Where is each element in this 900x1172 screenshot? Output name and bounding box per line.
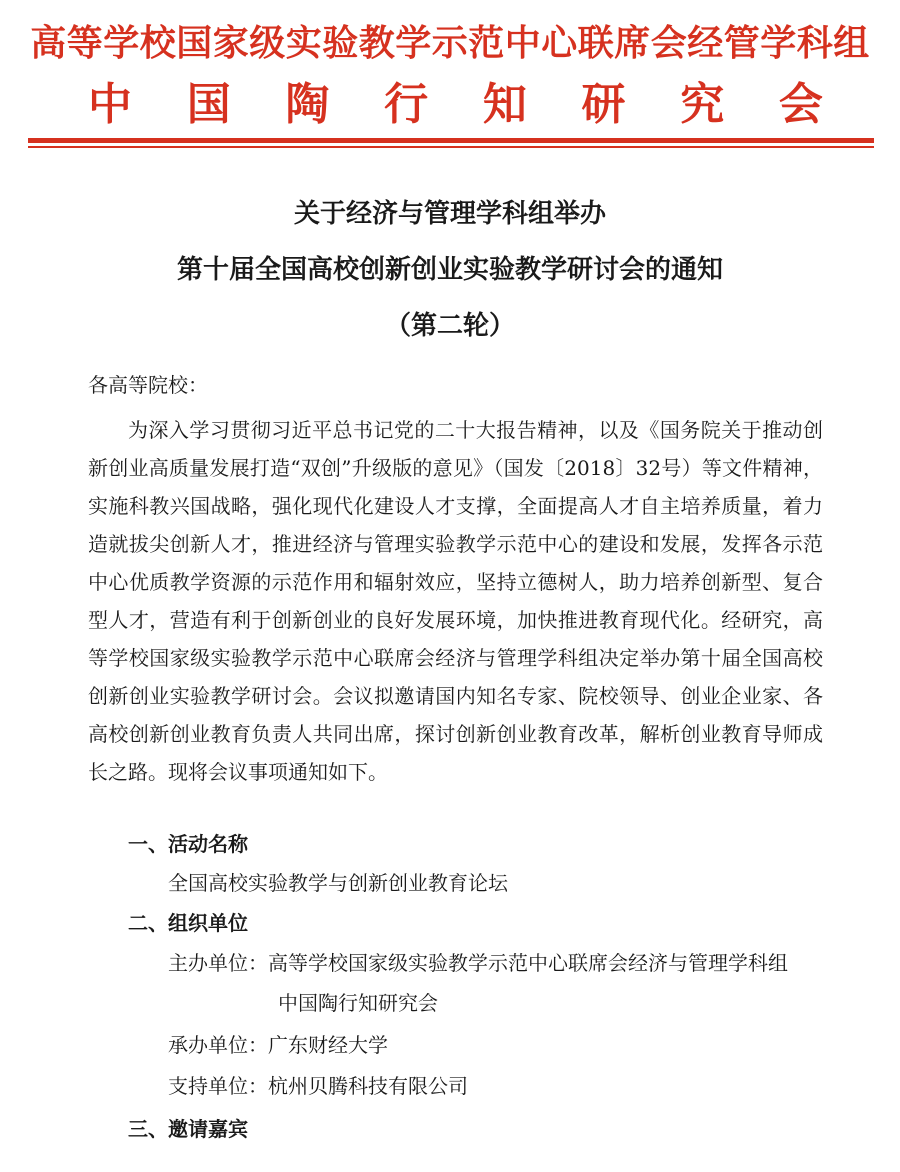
organizer: 广东财经大学	[268, 1033, 388, 1057]
notice-title-line1: 关于经济与管理学科组举办	[293, 199, 606, 229]
letterhead-char: 陶	[285, 79, 330, 130]
supporter-label: 支持单位：	[168, 1074, 268, 1098]
letterhead-rule-thin	[28, 146, 874, 148]
supporter-row	[168, 1071, 468, 1101]
organizer-row	[168, 1030, 388, 1060]
host-2: 中国陶行知研究会	[278, 991, 438, 1015]
host-1: 高等学校国家级实验教学示范中心联席会经济与管理学科组	[268, 951, 788, 975]
section-heading-3: 三、邀请嘉宾	[128, 1117, 248, 1141]
salutation: 各高等院校：	[88, 373, 208, 397]
activity-name: 全国高校实验教学与创新创业教育论坛	[168, 871, 508, 895]
letterhead-char: 研	[581, 79, 626, 130]
letterhead-char: 究	[680, 79, 725, 130]
letterhead-char: 会	[778, 79, 823, 130]
host-row	[168, 948, 788, 978]
section-heading-1: 一、活动名称	[128, 832, 248, 856]
host-label: 主办单位：	[168, 951, 268, 975]
letterhead-char: 中	[88, 79, 132, 130]
section-heading-2: 二、组织单位	[128, 911, 248, 935]
letterhead-char: 行	[384, 79, 429, 130]
supporter: 杭州贝腾科技有限公司	[268, 1074, 468, 1098]
letterhead-char: 知	[482, 79, 527, 130]
letterhead-rule-thick	[28, 138, 874, 143]
letterhead-org-line1: 高等学校国家级实验教学示范中心联席会经管学科组	[30, 23, 870, 64]
letterhead-char: 国	[186, 79, 231, 130]
body-paragraph: 为深入学习贯彻习近平总书记党的二十大报告精神，以及《国务院关于推动创新创业高质量发展打造“双创”升级版的意见》（国发〔2018〕32号）等文件精神，实施科教兴国战略，强化现代化建设人才支撑，全面提高人才自主培养质量，着力造就拔尖创新人才，推进经济与管理实验教学示范中心的建设和发展，发挥各示范中心优质教学资源的示范作用和辐射效应，坚持立德树人，助力培养创新型、复合型人才，营造有利于创新创业的良好发展环境，加快推进教育现代化。经研究，高等学校国家级实验教学示范中心联席会经济与管理学科组决定举办第十届全国高校创新创业实验教学研讨会。会议拟邀请国内知名专家、院校领导、创业企业家、各高校创新创业教育负责人共同出席，探讨创新创业教育改革，解析创业教育导师成长之路。现将会议事项通知如下。	[88, 418, 823, 784]
organizer-label: 承办单位：	[168, 1033, 268, 1057]
notice-title-round: （第二轮）	[384, 311, 515, 341]
notice-title-line2: 第十届全国高校创新创业实验教学研讨会的通知	[176, 255, 723, 285]
letterhead-org-line2	[88, 76, 823, 134]
